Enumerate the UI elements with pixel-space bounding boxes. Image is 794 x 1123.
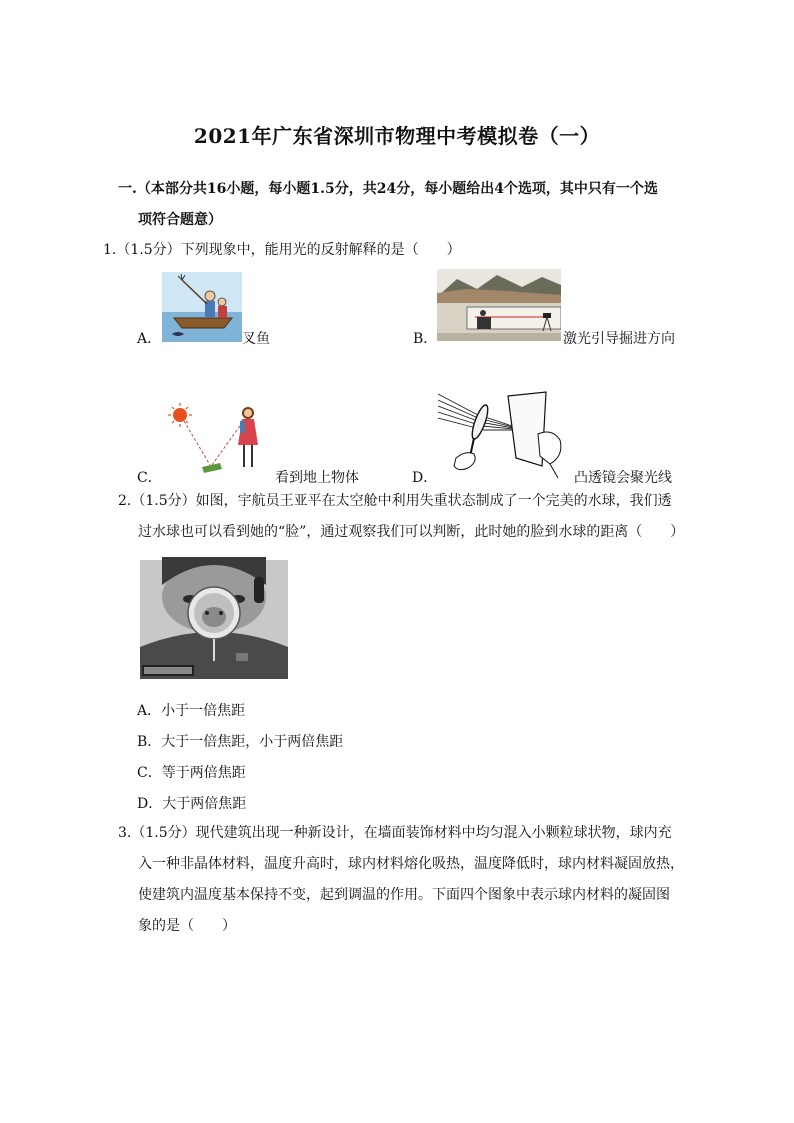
q1-option-d-letter: D．: [412, 470, 438, 486]
q1-option-a-image-spearfishing: [162, 272, 242, 342]
section-header-line2: 项符合题意）: [138, 212, 222, 228]
question-3-line4: 象的是（ ）: [138, 918, 236, 934]
q1-option-b-image-laser-tunnel: [437, 269, 561, 341]
question-2-stem-line1: 2.（1.5分）如图，宇航员王亚平在太空舱中利用失重状态制成了一个完美的水球，我们透: [118, 493, 672, 509]
q1-option-c-letter: C．: [137, 470, 162, 486]
question-3-line3: 使建筑内温度基本保持不变，起到调温的作用。下面四个图象中表示球内材料的凝固图: [138, 887, 670, 903]
q1-option-a-letter: A．: [137, 331, 162, 347]
page-title: 2021年广东省深圳市物理中考模拟卷（一）: [193, 124, 601, 148]
q2-option-d: D．大于两倍焦距: [137, 796, 247, 812]
q2-option-a: A．小于一倍焦距: [137, 703, 246, 719]
q1-option-c-label: 看到地上物体: [275, 470, 359, 486]
question-2-stem-line2: 过水球也可以看到她的“脸”，通过观察我们可以判断，此时她的脸到水球的距离（ ）: [138, 524, 685, 540]
q1-option-b-letter: B．: [413, 331, 438, 347]
q1-option-d-label: 凸透镜会聚光线: [574, 470, 672, 486]
q1-option-b-label: 激光引导掘进方向: [563, 331, 675, 347]
q1-option-c-image-seeing-object: [162, 401, 272, 479]
q2-option-b: B．大于一倍焦距，小于两倍焦距: [137, 734, 344, 750]
q1-option-a-label: 叉鱼: [242, 331, 270, 347]
q2-option-c: C．等于两倍焦距: [137, 765, 246, 781]
q2-image-water-ball-astronaut: [140, 557, 288, 679]
section-header-line1: 一.（本部分共16小题，每小题1.5分，共24分，每小题给出4个选项，其中只有一个选: [118, 181, 658, 197]
question-3-line2: 入一种非晶体材料，温度升高时，球内材料熔化吸热，温度降低时，球内材料凝固放热，: [138, 856, 684, 872]
question-3-line1: 3.（1.5分）现代建筑出现一种新设计，在墙面装饰材料中均匀混入小颗粒球状物，球内充: [118, 825, 672, 841]
question-1-stem: 1.（1.5分）下列现象中，能用光的反射解释的是（ ）: [103, 242, 461, 258]
q1-option-d-image-convex-lens: [438, 386, 570, 480]
